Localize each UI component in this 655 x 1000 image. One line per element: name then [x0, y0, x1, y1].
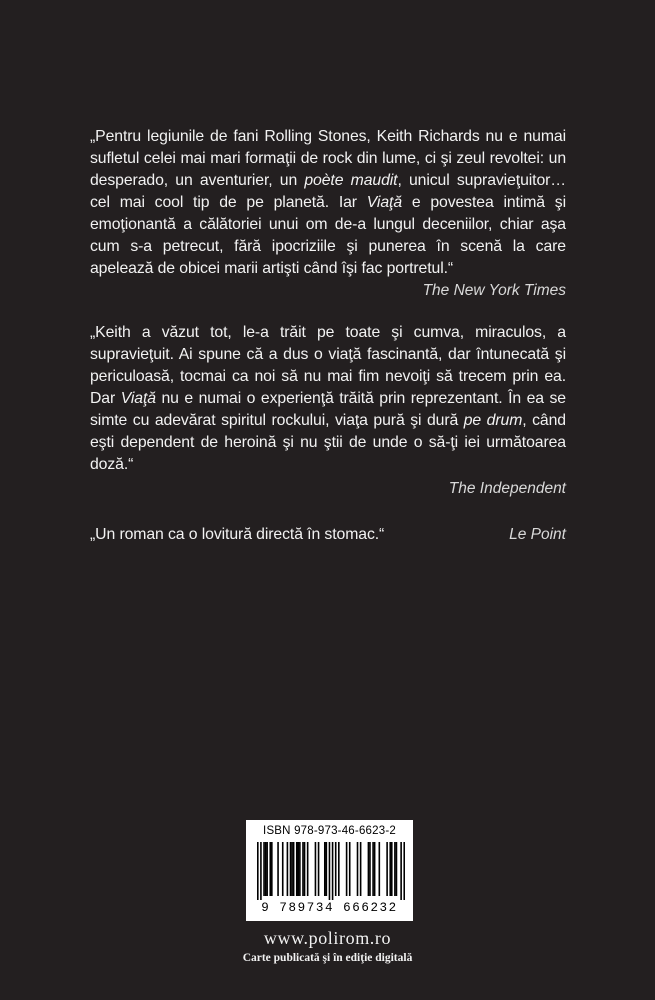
barcode-bar	[403, 842, 405, 900]
quote-segment: poète maudit	[304, 172, 398, 189]
barcode-bar	[263, 842, 265, 896]
quote-3	[90, 524, 384, 546]
barcode-bar	[368, 842, 370, 896]
isbn-label: ISBN 978-973-46-6623-2	[263, 825, 396, 837]
barcode-bar	[315, 842, 317, 896]
barcode-bar	[396, 842, 398, 896]
barcode-bar	[360, 842, 362, 896]
publisher-website: www.polirom.ro	[263, 928, 392, 948]
barcode-icon	[257, 842, 405, 900]
barcode-bar	[379, 842, 381, 896]
quote-segment: „Keith a văzut tot, le-a trăit pe toate şi cumva, miraculos, a supravieţuit. Ai spune că a dus o viaţă fascinantă, dar întunecată şi periculoasă, tocmai ca noi să nu mai fim nevoiţi să trecem prin ea. Dar	[90, 324, 566, 407]
quote-segment: „Un roman ca o lovitură directă în stomac.“	[90, 526, 385, 543]
quote-segment: , unicul supravieţuitor… cel mai cool tip de pe planetă. Iar	[90, 172, 566, 211]
barcode-bar	[329, 842, 331, 900]
barcode-bar	[346, 842, 348, 896]
blurbs	[90, 126, 566, 546]
barcode-bar	[271, 842, 273, 896]
quote-segment: Viaţă	[366, 194, 403, 211]
barcode-bar	[318, 842, 320, 896]
quote-1	[90, 126, 566, 280]
barcode-bar	[299, 842, 301, 896]
barcode-bar	[394, 842, 396, 896]
barcode-digits: 9 789734 666232	[261, 901, 398, 915]
barcode-bar	[389, 842, 391, 896]
barcode-bar	[349, 842, 351, 896]
quote-2	[90, 322, 566, 476]
quote-segment: „Pentru legiunile de fani Rolling Stones, Keith Richards nu e numai sufletul celei mai mari formaţii de rock din lume, ci şi zeul revoltei: un desperado, un aventurier, un	[90, 128, 566, 189]
barcode-bar	[332, 842, 334, 900]
barcode-bar	[374, 842, 376, 896]
quote-3-source: Le Point	[509, 526, 566, 543]
barcode-bar	[298, 842, 300, 896]
quote-segment: pe drum	[463, 412, 523, 429]
quote-segment: , când eşti dependent de heroină şi nu ştii de unde o să-ţi iei următoarea doză.“	[90, 412, 566, 473]
barcode-bar	[269, 842, 271, 896]
publisher-tagline: Carte publicată şi în ediţie digitală	[242, 952, 413, 964]
barcode-bar	[257, 842, 259, 900]
barcode-bar	[324, 842, 326, 896]
barcode-bar	[338, 842, 340, 896]
barcode-bar	[282, 842, 284, 896]
quote-3-row	[90, 524, 566, 546]
quote-1-source: The New York Times	[422, 282, 566, 299]
isbn-barcode	[246, 820, 413, 921]
barcode-bar	[326, 842, 328, 896]
quote-segment: e povestea intimă şi emoţionantă a călătoriei unui om de-a lungul deceniilor, chiar aşa cum s-a petrecut, fără ipocriziile şi punerea în scenă la care apelează de obicei marii artişti când îşi fac portretul.“	[90, 194, 566, 277]
barcode-bar	[293, 842, 295, 896]
barcode-bar	[290, 842, 292, 896]
barcode-bar	[372, 842, 374, 896]
quote-segment: Viaţă	[120, 390, 156, 407]
barcode-bar	[307, 842, 309, 896]
barcode-bar	[291, 842, 293, 896]
barcode-bar	[369, 842, 371, 896]
quote-segment: nu e numai o experienţă trăită prin reprezentant. În ea se simte cu adevărat spiritul rockului, viaţa pură şi dură	[90, 390, 566, 429]
barcode-bar	[296, 842, 298, 896]
barcode-bar	[260, 842, 262, 900]
barcode-bar	[357, 842, 359, 896]
barcode-bar	[391, 842, 393, 896]
barcode-bar	[266, 842, 268, 896]
barcode-bar	[302, 842, 304, 896]
barcode-bar	[335, 842, 337, 896]
barcode-bar	[277, 842, 279, 896]
barcode-bar	[265, 842, 267, 896]
quote-2-source: The Independent	[448, 480, 566, 497]
barcode-bar	[400, 842, 402, 900]
barcode-bar	[304, 842, 306, 896]
barcode-bar	[386, 842, 388, 896]
barcode-bar	[287, 842, 289, 896]
